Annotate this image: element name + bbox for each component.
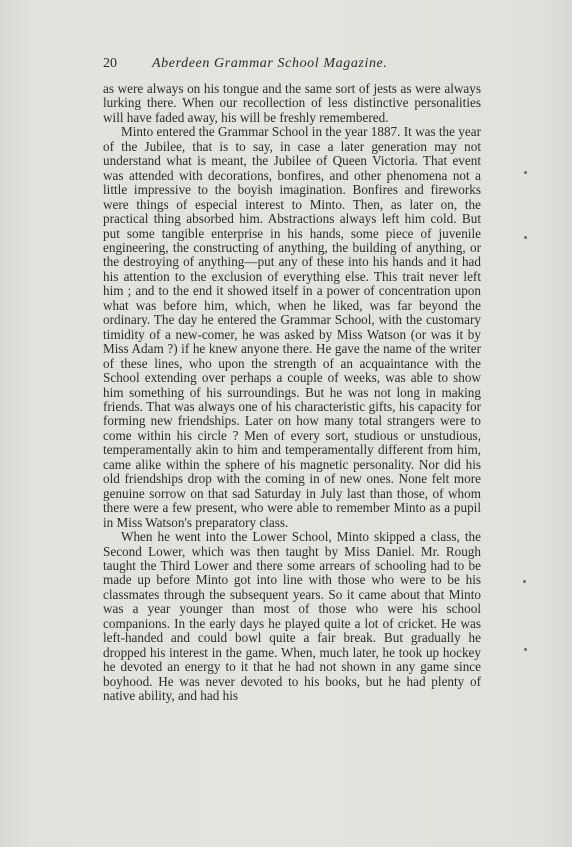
page-number: 20 <box>103 56 117 71</box>
paragraph: as were always on his tongue and the same sort of jests as were always lurking there. When our recollection of less distinctive personalities will have faded away, his will be freshly remembered. <box>103 81 481 125</box>
paragraph: Minto entered the Grammar School in the year 1887. It was the year of the Jubilee, that is to say, in case a later generation may not understand what is meant, the Jubilee of Queen Victoria. That event was attended with decorations, bonfires, and other phenomena not a little impressive to the boyish imagination. Bonfires and fireworks were things of especial interest to Minto. Then, as later on, the practical thing absorbed him. Abstractions always left him cold. But put some tangible enterprise in his hands, some piece of juvenile engineering, the constructing of anything, the building of anything, or the destroying of anything—put any of these into his hands and it had his attention to the exclusion of everything else. This trait never left him ; and to the end it showed itself in a power of concentration upon what was before him, which, when he liked, was far beyond the ordinary. The day he entered the Grammar School, with the customary timidity of a new-comer, he was asked by Miss Watson (or was it by Miss Adam ?) if he knew anyone there. He gave the name of the writer of these lines, who upon the strength of an acquaintance with the School extending over perhaps a couple of weeks, was able to show him something of his surroundings. But he was not long in making friends. That was always one of his characteristic gifts, his capacity for forming new friendships. Later on how many total strangers were to come within his circle ? Men of every sort, studious or unstudious, temperamentally akin to him and temperamentally different from him, came alike within the sphere of his magnetic personality. Nor did his old friendships drop with the coming in of new ones. None felt more genuine sorrow on that sad Saturday in July last than those, of whom there were a few present, who were able to remember Minto as a pupil in Miss Watson's preparatory class. <box>103 124 481 530</box>
running-title: Aberdeen Grammar School Magazine. <box>152 56 388 71</box>
paper-speck <box>524 648 527 651</box>
paragraph: When he went into the Lower School, Minto skipped a class, the Second Lower, which was then taught by Miss Daniel. Mr. Rough taught the Third Lower and there some arrears of schooling had to be made up before Minto got into line with those who were to be his classmates through the subsequent years. So it came about that Minto was a year younger than most of those who were his school companions. In the early days he played quite a lot of cricket. He was left-handed and could bowl quite a fair break. But gradually he dropped his interest in the game. When, much later, he took up hockey he devoted an energy to it that he had not shown in any game since boyhood. He was never devoted to his books, but he had plenty of native ability, and had his <box>103 529 481 704</box>
page-header <box>103 55 483 75</box>
article-body <box>103 82 481 703</box>
paper-speck <box>523 580 526 583</box>
paper-speck <box>524 236 527 239</box>
paper-speck <box>524 171 527 174</box>
